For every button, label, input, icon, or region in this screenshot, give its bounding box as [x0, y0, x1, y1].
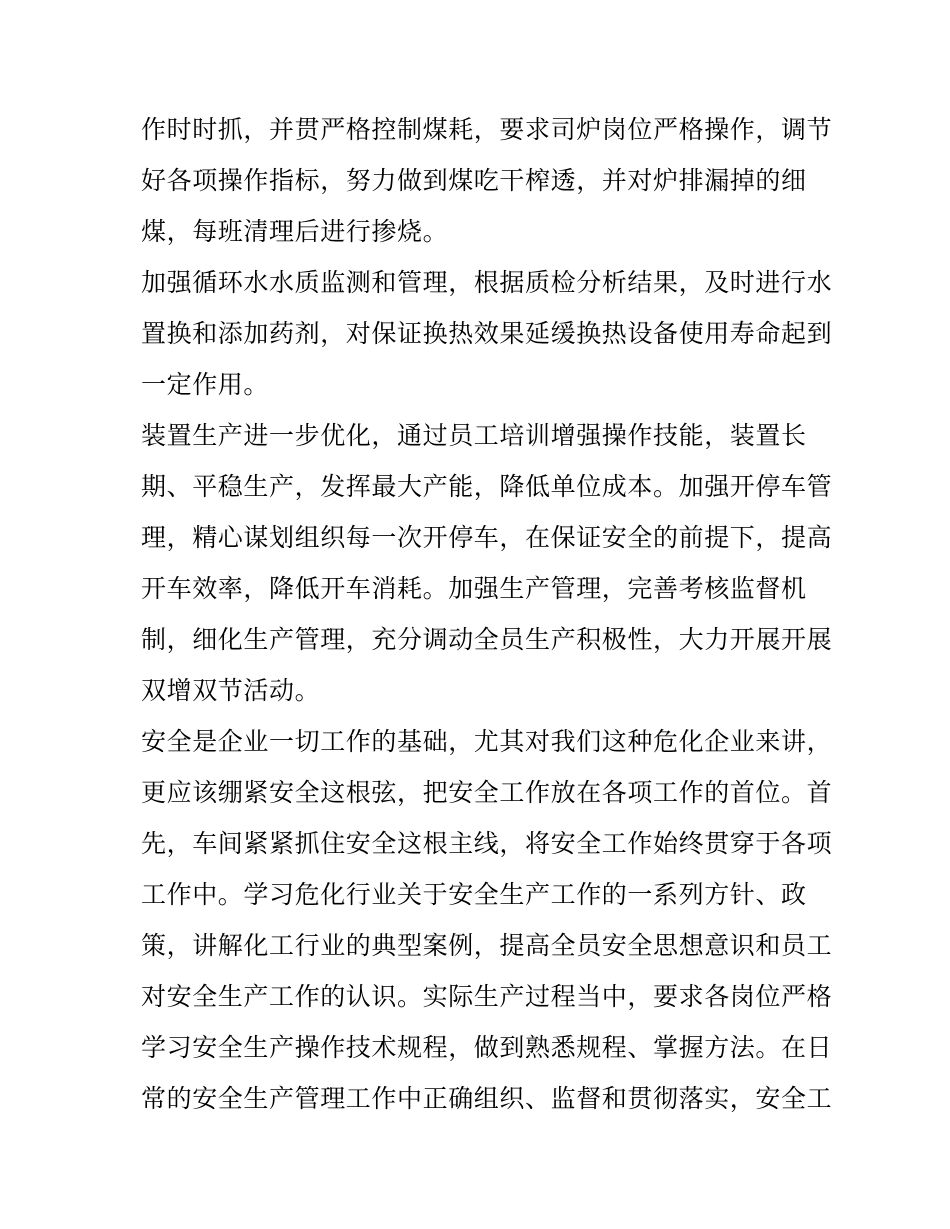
text-line-19: 学习安全生产操作技术规程，做到熟悉规程、掌握方法。在日 — [141, 1033, 833, 1062]
text-line-4: 加强循环水水质监测和管理，根据质检分析结果，及时进行水 — [141, 268, 833, 297]
text-line-12: 双增双节活动。 — [141, 676, 321, 705]
text-line-6: 一定作用。 — [141, 370, 270, 399]
text-line-14: 更应该绷紧安全这根弦，把安全工作放在各项工作的首位。首 — [141, 778, 833, 807]
text-line-7: 装置生产进一步优化，通过员工培训增强操作技能，装置长 — [141, 421, 807, 450]
text-line-9: 理，精心谋划组织每一次开停车，在保证安全的前提下，提高 — [141, 523, 833, 552]
text-line-11: 制，细化生产管理，充分调动全员生产积极性，大力开展开展 — [141, 625, 833, 654]
text-line-15: 先，车间紧紧抓住安全这根主线，将安全工作始终贯穿于各项 — [141, 829, 833, 858]
body-text — [141, 104, 833, 1124]
text-line-16: 工作中。学习危化行业关于安全生产工作的一系列方针、政 — [141, 880, 807, 909]
text-line-18: 对安全生产工作的认识。实际生产过程当中，要求各岗位严格 — [141, 982, 833, 1011]
text-line-13: 安全是企业一切工作的基础，尤其对我们这种危化企业来讲， — [141, 727, 833, 756]
text-line-8: 期、平稳生产，发挥最大产能，降低单位成本。加强开停车管 — [141, 472, 833, 501]
text-line-1: 作时时抓，并贯严格控制煤耗，要求司炉岗位严格操作，调节 — [141, 115, 833, 144]
text-line-17: 策，讲解化工行业的典型案例，提高全员安全思想意识和员工 — [141, 931, 833, 960]
text-line-10: 开车效率，降低开车消耗。加强生产管理，完善考核监督机 — [141, 574, 807, 603]
text-line-20: 常的安全生产管理工作中正确组织、监督和贯彻落实，安全工 — [141, 1084, 833, 1113]
text-line-5: 置换和添加药剂，对保证换热效果延缓换热设备使用寿命起到 — [141, 319, 833, 348]
text-line-3: 煤，每班清理后进行掺烧。 — [141, 217, 449, 246]
text-line-2: 好各项操作指标，努力做到煤吃干榨透，并对炉排漏掉的细 — [141, 166, 807, 195]
